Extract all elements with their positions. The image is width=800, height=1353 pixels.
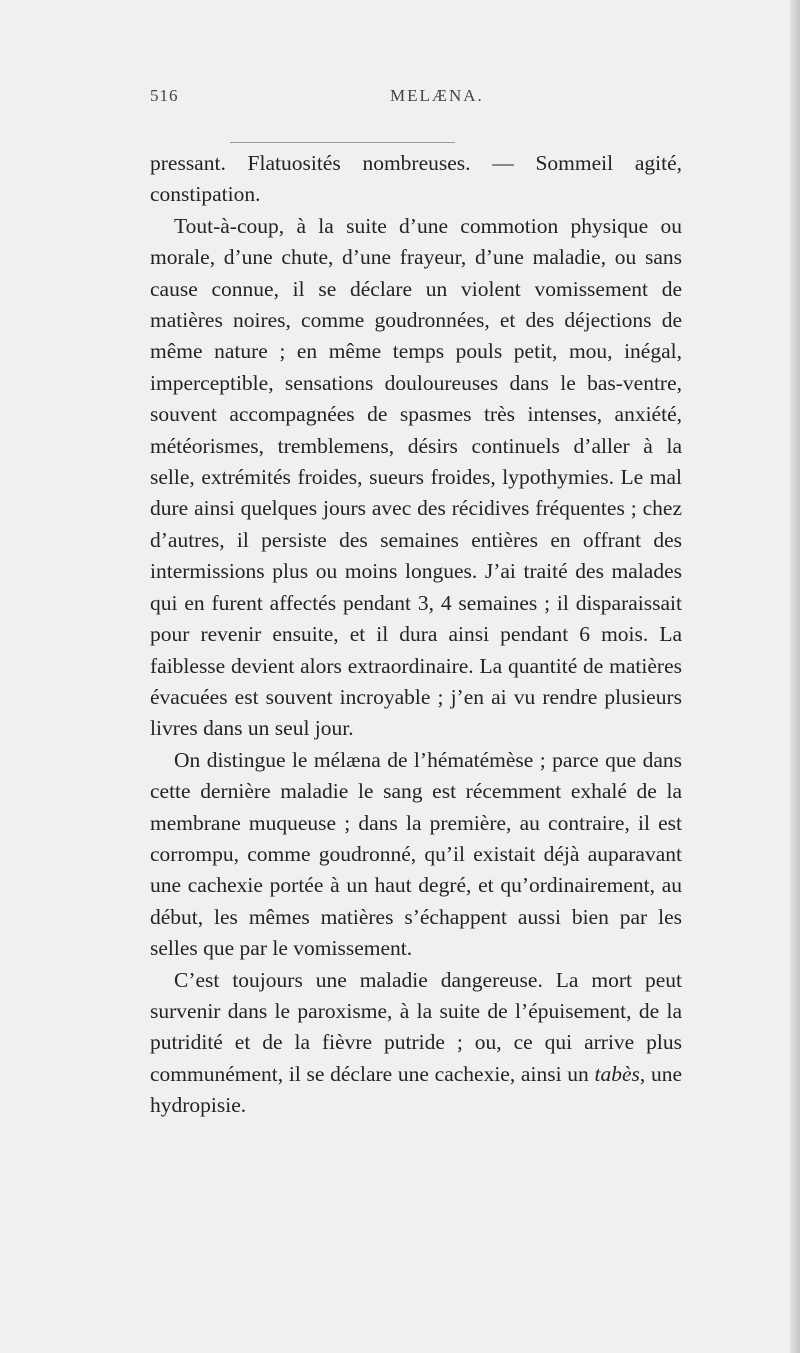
- page-number: 516: [150, 86, 179, 105]
- header-rule: [230, 142, 455, 143]
- italic-term: tabès: [594, 1061, 640, 1086]
- paragraph-4-tail: , une hydropisie.: [150, 1061, 682, 1118]
- paragraph-3: On distingue le mélæna de l’hématémèse ; parce que dans cette dernière maladie le sang est récemment exhalé de la membrane muqueuse ; dans la première, au contraire, il est corrompu, comme goudronné, qu’il existait déjà auparavant une cachexie portée à un haut degré, et qu’ordinairement, au début, les mêmes matières s’échappent aussi bien par les selles que par le vomissement.: [150, 747, 682, 961]
- paragraph-1: pressant. Flatuosités nombreuses. — Sommeil agité, constipation.: [150, 151, 682, 207]
- paragraph-4: [150, 965, 682, 1122]
- body-text: [150, 148, 682, 1122]
- running-title: MELÆNA.: [390, 86, 484, 105]
- paragraph-4-text: C’est toujours une maladie dangereuse. La mort peut survenir dans le paroxisme, à la suite de l’épuisement, de la putridité et de la fièvre putride ; ou, ce qui arrive plus communément, il se déclare une cachexie, ainsi un: [150, 967, 682, 1086]
- paragraph-2: Tout-à-coup, à la suite d’une commotion physique ou morale, d’une chute, d’une frayeur, d’une maladie, ou sans cause connue, il se déclare un violent vomissement de matières noires, comme goudronnées, et des déjections de même nature ; en même temps pouls petit, mou, inégal, imperceptible, sensations douloureuses dans le bas-ventre, souvent accompagnées de spasmes très intenses, anxiété, météorismes, tremblemens, désirs continuels d’aller à la selle, extrémités froides, sueurs froides, lypothymies. Le mal dure ainsi quelques jours avec des récidives fréquentes ; chez d’autres, il persiste des semaines entières en offrant des intermissions plus ou moins longues. J’ai traité des malades qui en furent affectés pendant 3, 4 semaines ; il disparaissait pour revenir ensuite, et il dura ainsi pendant 6 mois. La faiblesse devient alors extraordinaire. La quantité de matières évacuées est souvent incroyable ; j’en ai vu rendre plusieurs livres dans un seul jour.: [150, 213, 682, 741]
- page-edge-shadow: [790, 0, 800, 1353]
- running-head: [150, 86, 680, 116]
